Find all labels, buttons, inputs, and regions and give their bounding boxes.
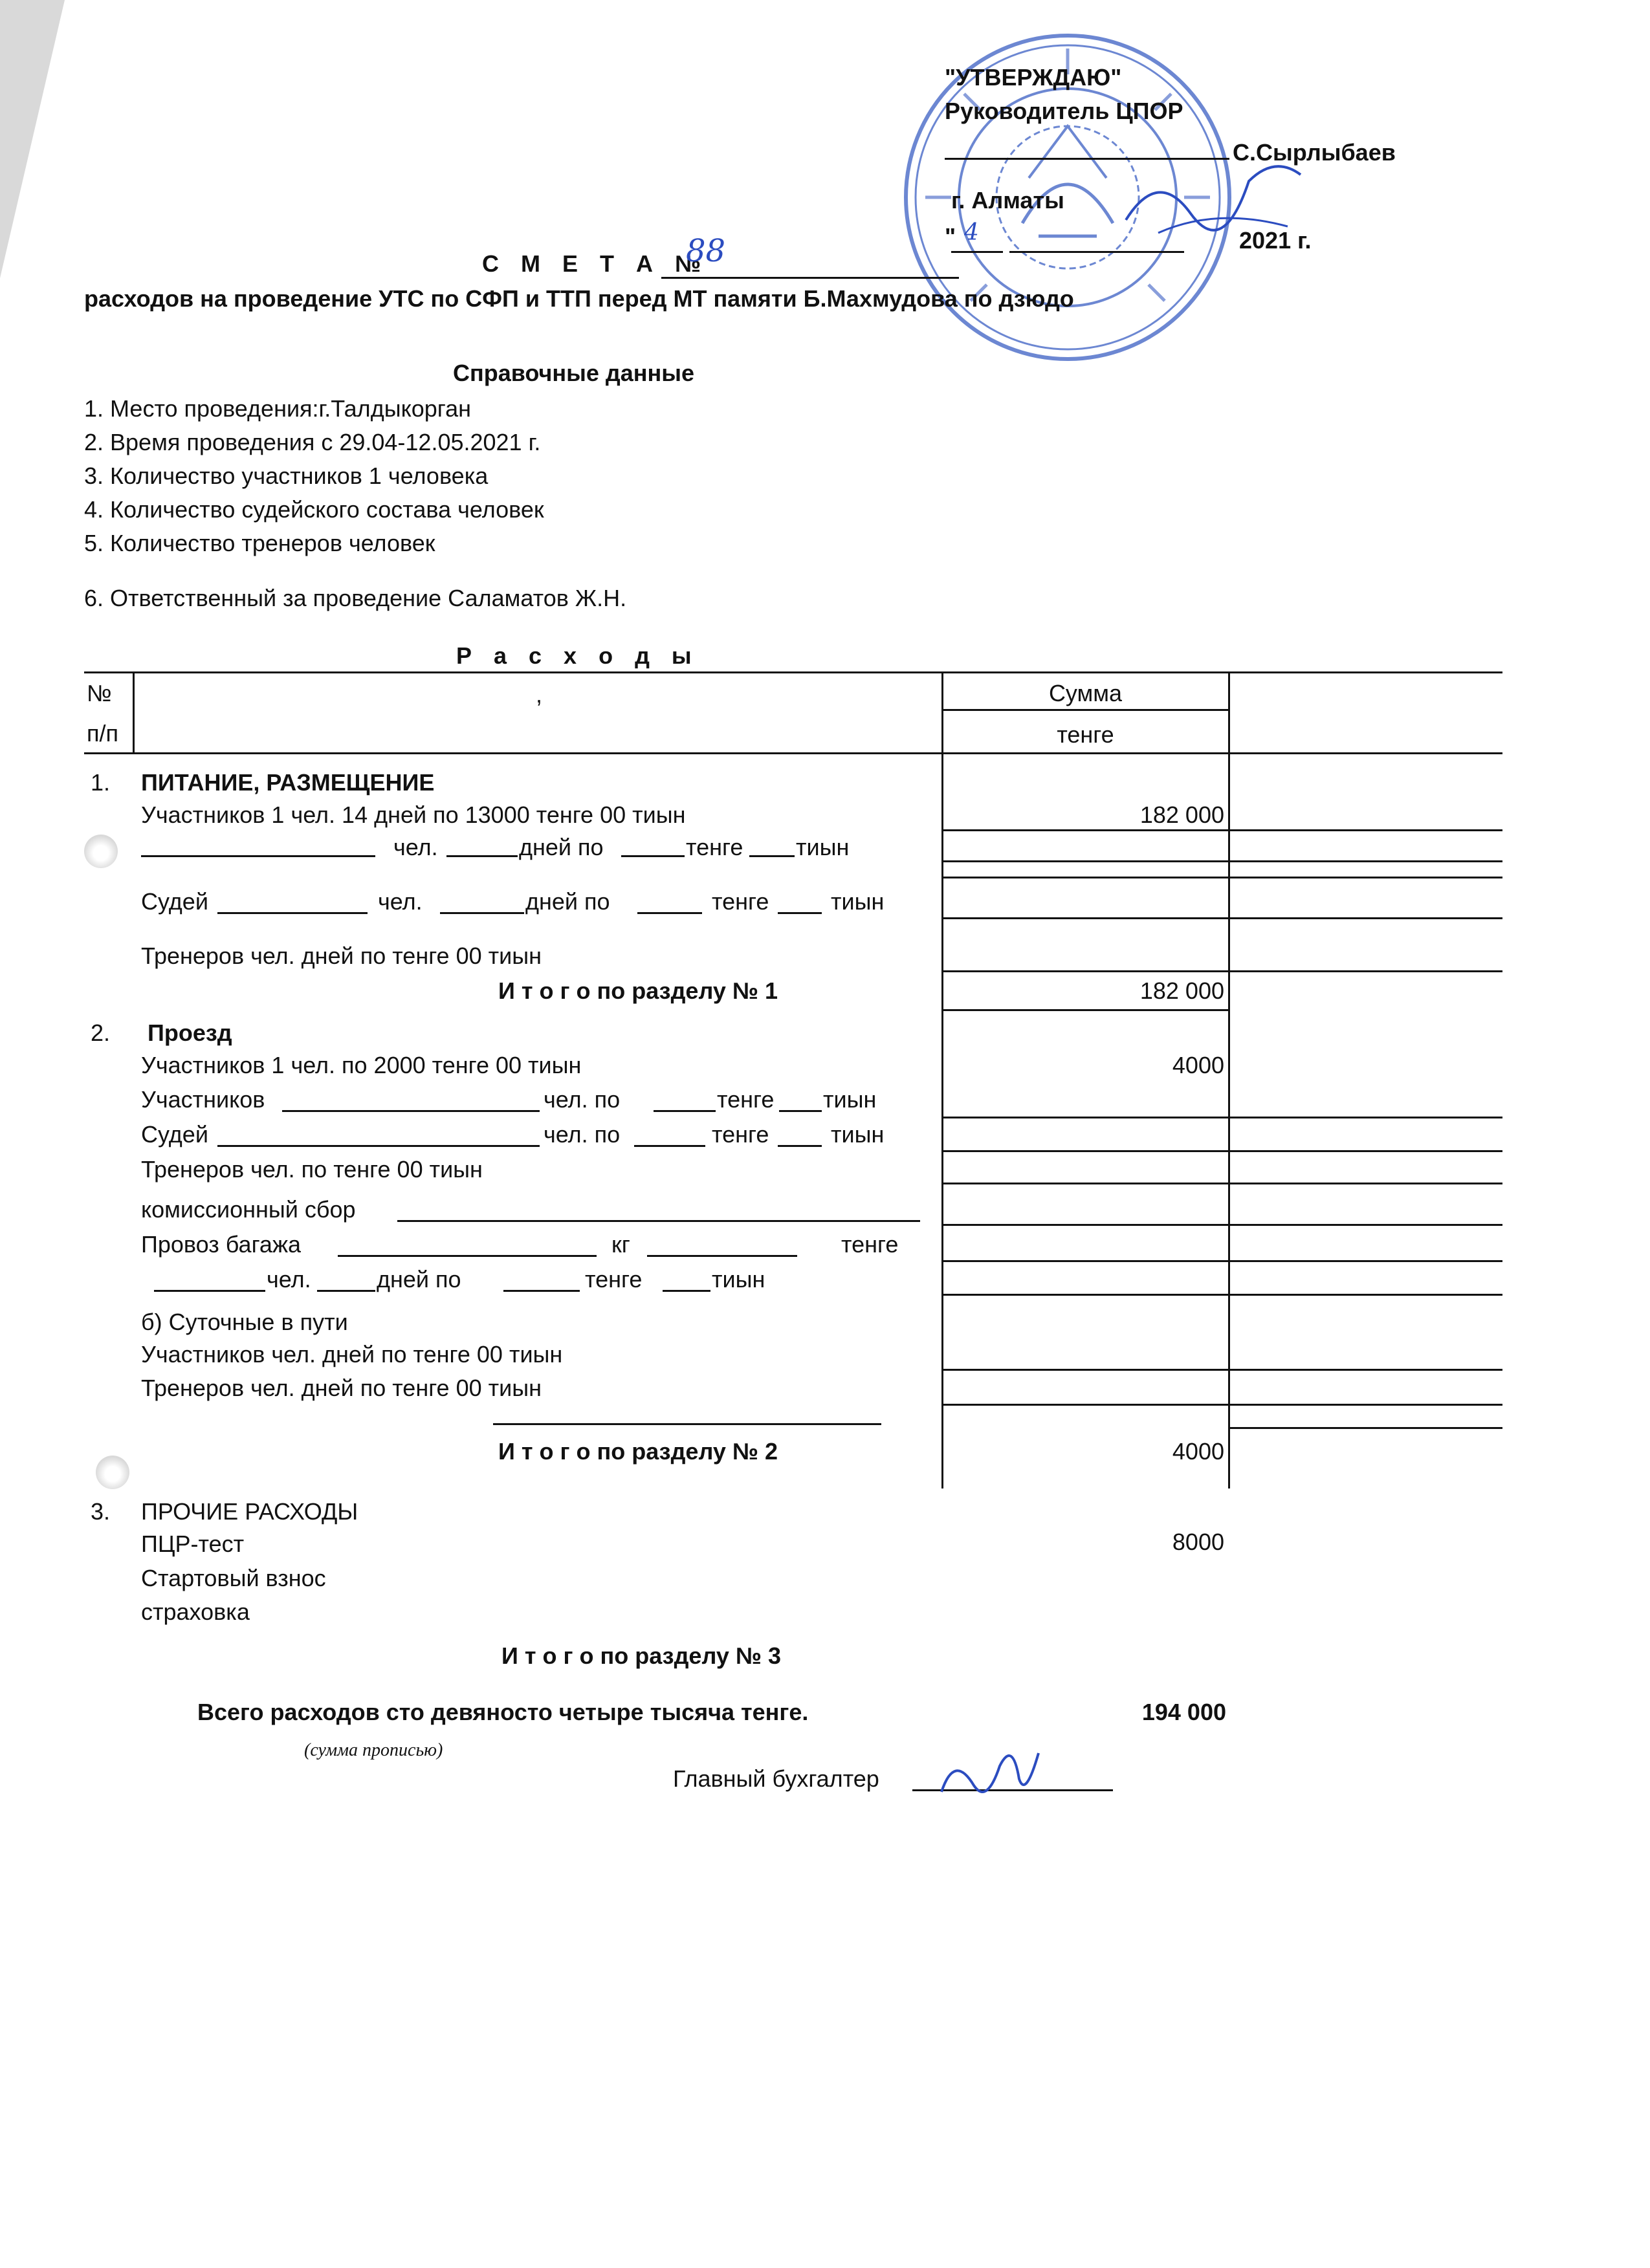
section-line: Тренеров чел. дней по тенге 00 тиын <box>141 943 542 969</box>
section-number: 2. <box>91 1020 111 1046</box>
row-divider <box>941 1404 1502 1406</box>
blank-line <box>154 1290 265 1292</box>
estimate-number-line <box>661 277 959 279</box>
grand-total-label: Всего расходов сто девяносто четыре тысяча тенге. <box>197 1699 809 1725</box>
section-line: Тренеров чел. по тенге 00 тиын <box>141 1156 483 1183</box>
blank-line <box>749 855 795 857</box>
section-line: чел. <box>267 1266 311 1292</box>
section-amount: 8000 <box>1172 1529 1224 1555</box>
expenses-heading: Р а с х о д ы <box>456 642 699 669</box>
approval-date-quote: " <box>945 223 956 250</box>
row-divider <box>941 1224 1502 1226</box>
blank-line <box>282 1110 540 1112</box>
section-line: тиын <box>823 1086 877 1113</box>
row-divider <box>941 877 1502 878</box>
section-line: комиссионный сбор <box>141 1196 356 1223</box>
section-line: тенге <box>717 1086 775 1113</box>
chief-accountant-label: Главный бухгалтер <box>673 1765 879 1792</box>
punch-hole-icon <box>84 834 118 868</box>
reference-item: 3. Количество участников 1 человека <box>84 463 489 489</box>
section-line: тиын <box>712 1266 765 1292</box>
estimate-number: 88 <box>686 233 726 269</box>
blank-line <box>663 1290 710 1292</box>
section-total-label: И т о г о по разделу № 3 <box>501 1642 782 1669</box>
col-no-label-2: п/п <box>87 720 118 747</box>
blank-line <box>779 1110 822 1112</box>
blank-line <box>778 912 822 914</box>
approval-date-day: 4 <box>964 219 979 246</box>
col-comma: , <box>536 681 543 708</box>
table-col-divider <box>941 671 943 1488</box>
reference-item: 5. Количество тренеров человек <box>84 530 435 556</box>
section-line: дней по <box>525 888 610 915</box>
section-line: Стартовый взнос <box>141 1565 326 1591</box>
row-divider <box>941 829 1502 831</box>
section-line: Судей <box>141 1121 208 1148</box>
section-line: чел. по <box>544 1121 621 1148</box>
blank-line <box>397 1220 920 1222</box>
table-top-border <box>84 671 1502 673</box>
folded-corner <box>0 0 65 278</box>
table-header-bottom <box>84 752 1502 754</box>
punch-hole-icon <box>96 1456 129 1489</box>
blank-line <box>338 1255 597 1257</box>
row-divider <box>941 1294 1502 1296</box>
section-line: тенге <box>712 1121 769 1148</box>
section-line: тенге <box>712 888 769 915</box>
section-total-label: И т о г о по разделу № 1 <box>498 977 778 1004</box>
blank-line <box>217 1145 540 1147</box>
section-amount: 182 000 <box>1139 801 1224 828</box>
blank-line <box>654 1110 716 1112</box>
table-header-divider <box>941 709 1229 711</box>
row-divider <box>941 1117 1502 1118</box>
row-divider <box>941 1009 1229 1011</box>
section-amount: 4000 <box>1172 1052 1224 1078</box>
row-divider <box>941 970 1502 972</box>
blank-line <box>621 855 685 857</box>
blank-line <box>503 1290 580 1292</box>
approval-city: г. Алматы <box>951 187 1064 213</box>
section-line: Участников <box>141 1086 265 1113</box>
section-title: ПРОЧИЕ РАСХОДЫ <box>141 1498 358 1525</box>
section-line: Судей <box>141 888 208 915</box>
blank-line <box>634 1145 705 1147</box>
estimate-title: С М Е Т А № <box>482 250 709 277</box>
grand-total-amount: 194 000 <box>1141 1699 1226 1725</box>
blank-line <box>778 1145 822 1147</box>
reference-heading: Справочные данные <box>453 360 695 386</box>
section-number: 3. <box>91 1498 111 1525</box>
section-line: б) Суточные в пути <box>141 1309 348 1335</box>
section-line: тенге <box>841 1231 899 1258</box>
col-sum-label: Сумма <box>1048 680 1123 706</box>
row-divider <box>941 917 1502 919</box>
approval-name: С.Сырлыбаев <box>1233 139 1396 166</box>
section-line: ПЦР-тест <box>141 1531 245 1557</box>
approval-position: Руководитель ЦПОР <box>945 98 1183 124</box>
row-divider <box>941 860 1502 862</box>
section-line: страховка <box>141 1598 250 1625</box>
blank-line <box>317 1290 375 1292</box>
sum-in-words-note: (сумма прописью) <box>304 1740 443 1760</box>
table-col-divider <box>1228 671 1230 1488</box>
col-currency-label: тенге <box>1057 721 1114 748</box>
section-total-amount: 182 000 <box>1139 977 1224 1004</box>
row-divider <box>941 1183 1502 1184</box>
section-line: тиын <box>831 1121 885 1148</box>
section-line: кг <box>611 1231 630 1258</box>
signature-icon <box>935 1740 1045 1811</box>
reference-item: 2. Время проведения с 29.04-12.05.2021 г. <box>84 429 541 455</box>
section-line: тиын <box>796 834 850 860</box>
blank-line <box>637 912 702 914</box>
section-line: чел. <box>378 888 423 915</box>
reference-item: 1. Место проведения:г.Талдыкорган <box>84 395 472 422</box>
col-no-label: № <box>87 680 112 706</box>
estimate-subtitle: расходов на проведение УТС по СФП и ТТП перед МТ памяти Б.Махмудова по дзюдо <box>84 285 1074 312</box>
section-line: Тренеров чел. дней по тенге 00 тиын <box>141 1375 542 1401</box>
approval-approve: "УТВЕРЖДАЮ" <box>945 64 1122 91</box>
blank-line <box>217 912 368 914</box>
table-col-divider <box>133 671 135 752</box>
date-day-line <box>951 251 1003 253</box>
blank-line <box>493 1423 881 1425</box>
section-line: Участников 1 чел. по 2000 тенге 00 тиын <box>141 1052 582 1078</box>
section-line: Участников чел. дней по тенге 00 тиын <box>141 1341 563 1368</box>
row-divider <box>1228 1427 1502 1429</box>
blank-line <box>440 912 524 914</box>
section-title: ПИТАНИЕ, РАЗМЕЩЕНИЕ <box>141 769 435 796</box>
reference-responsible: 6. Ответственный за проведение Саламатов Ж.Н. <box>84 585 627 611</box>
section-title: Проезд <box>148 1020 232 1046</box>
section-line: тенге <box>585 1266 643 1292</box>
section-line: дней по <box>377 1266 461 1292</box>
blank-line <box>446 855 518 857</box>
blank-line <box>647 1255 797 1257</box>
section-line: тиын <box>831 888 885 915</box>
section-line: дней по <box>519 834 604 860</box>
section-total-amount: 4000 <box>1172 1438 1224 1465</box>
section-line: тенге <box>686 834 743 860</box>
signature-icon <box>1119 142 1314 259</box>
row-divider <box>941 1260 1502 1262</box>
section-line: чел. по <box>544 1086 621 1113</box>
reference-item: 4. Количество судейского состава человек <box>84 496 544 523</box>
blank-line <box>141 855 375 857</box>
row-divider <box>941 1369 1502 1371</box>
row-divider <box>941 1150 1502 1152</box>
approval-year: 2021 г. <box>1239 227 1312 254</box>
section-total-label: И т о г о по разделу № 2 <box>498 1438 778 1465</box>
section-line: чел. <box>393 834 438 860</box>
section-line: Провоз багажа <box>141 1231 302 1258</box>
section-line: Участников 1 чел. 14 дней по 13000 тенге 00 тиын <box>141 801 686 828</box>
section-number: 1. <box>91 769 111 796</box>
